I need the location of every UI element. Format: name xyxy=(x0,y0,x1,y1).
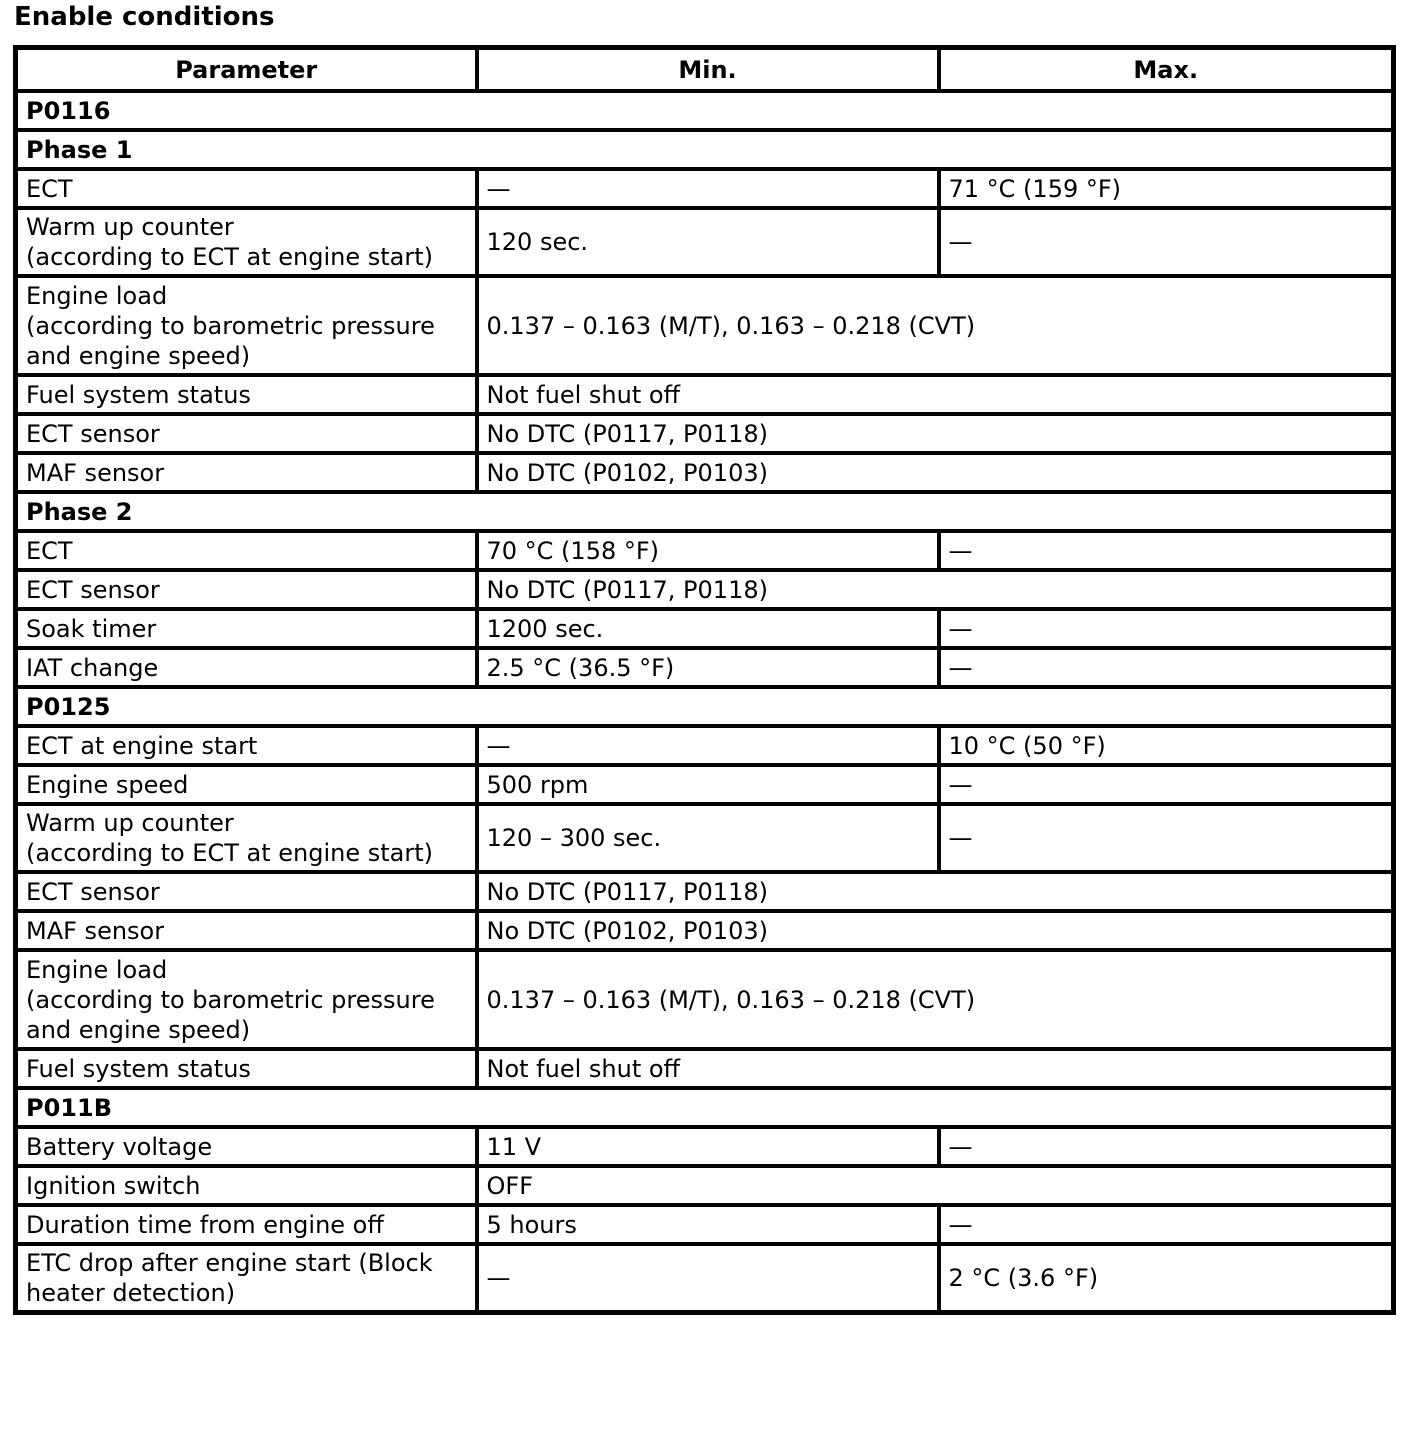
value-cell: No DTC (P0117, P0118) xyxy=(477,872,1394,911)
page-title: Enable conditions xyxy=(14,2,275,32)
table-row xyxy=(16,804,1394,872)
param-line: Warm up counter xyxy=(26,213,234,241)
param-cell xyxy=(16,950,477,1049)
value-cell: No DTC (P0102, P0103) xyxy=(477,453,1394,492)
table-row xyxy=(16,648,1394,687)
table-row xyxy=(16,765,1394,804)
section-row xyxy=(16,492,1394,531)
param-cell: ECT at engine start xyxy=(16,726,477,765)
param-cell: Engine speed xyxy=(16,765,477,804)
min-cell: — xyxy=(477,726,939,765)
table-row xyxy=(16,276,1394,375)
min-cell: 11 V xyxy=(477,1127,939,1166)
param-line: Warm up counter xyxy=(26,809,234,837)
param-line: and engine speed) xyxy=(26,341,251,370)
table-row xyxy=(16,414,1394,453)
max-cell: 71 °C (159 °F) xyxy=(939,169,1394,208)
section-row xyxy=(16,130,1394,169)
param-line: (according to barometric pressure xyxy=(26,311,435,340)
column-header-min: Min. xyxy=(477,48,939,92)
min-cell: 1200 sec. xyxy=(477,609,939,648)
value-cell: 0.137 – 0.163 (M/T), 0.163 – 0.218 (CVT) xyxy=(477,950,1394,1049)
param-cell: Battery voltage xyxy=(16,1127,477,1166)
table-row xyxy=(16,375,1394,414)
table-row xyxy=(16,208,1394,276)
enable-conditions-table xyxy=(13,45,1396,1315)
param-cell: ECT sensor xyxy=(16,570,477,609)
value-cell: Not fuel shut off xyxy=(477,375,1394,414)
min-cell: 120 sec. xyxy=(477,208,939,276)
table-row xyxy=(16,1244,1394,1313)
max-cell: — xyxy=(939,765,1394,804)
column-header-parameter: Parameter xyxy=(16,48,477,92)
table-row xyxy=(16,1127,1394,1166)
header-row xyxy=(16,48,1394,92)
value-cell: OFF xyxy=(477,1166,1394,1205)
table-row xyxy=(16,169,1394,208)
param-line: (according to barometric pressure xyxy=(26,985,435,1014)
min-cell: 5 hours xyxy=(477,1205,939,1244)
section-p0116: P0116 xyxy=(16,91,1394,130)
param-cell: ECT sensor xyxy=(16,872,477,911)
table-row xyxy=(16,609,1394,648)
param-cell xyxy=(16,208,477,276)
column-header-max: Max. xyxy=(939,48,1394,92)
param-line: ETC drop after engine start (Block xyxy=(26,1249,433,1277)
min-cell: 500 rpm xyxy=(477,765,939,804)
table-row xyxy=(16,570,1394,609)
table-row xyxy=(16,1166,1394,1205)
param-line: Engine load xyxy=(26,281,168,310)
param-cell xyxy=(16,276,477,375)
param-cell: MAF sensor xyxy=(16,453,477,492)
section-phase-1: Phase 1 xyxy=(16,130,1394,169)
param-cell: ECT sensor xyxy=(16,414,477,453)
table-row xyxy=(16,1205,1394,1244)
max-cell: — xyxy=(939,609,1394,648)
param-cell: ECT xyxy=(16,531,477,570)
section-row xyxy=(16,687,1394,726)
param-cell xyxy=(16,1244,477,1313)
max-cell: — xyxy=(939,208,1394,276)
value-cell: No DTC (P0117, P0118) xyxy=(477,570,1394,609)
param-cell: Fuel system status xyxy=(16,1049,477,1088)
min-cell: 70 °C (158 °F) xyxy=(477,531,939,570)
value-cell: No DTC (P0117, P0118) xyxy=(477,414,1394,453)
section-row xyxy=(16,1088,1394,1127)
table-row xyxy=(16,531,1394,570)
max-cell: — xyxy=(939,1127,1394,1166)
value-cell: 0.137 – 0.163 (M/T), 0.163 – 0.218 (CVT) xyxy=(477,276,1394,375)
param-line: (according to ECT at engine start) xyxy=(26,243,433,271)
section-phase-2: Phase 2 xyxy=(16,492,1394,531)
param-cell: Duration time from engine off xyxy=(16,1205,477,1244)
param-cell: Fuel system status xyxy=(16,375,477,414)
param-cell: IAT change xyxy=(16,648,477,687)
section-row xyxy=(16,91,1394,130)
param-cell: Soak timer xyxy=(16,609,477,648)
min-cell: 120 – 300 sec. xyxy=(477,804,939,872)
max-cell: — xyxy=(939,531,1394,570)
param-cell: MAF sensor xyxy=(16,911,477,950)
value-cell: Not fuel shut off xyxy=(477,1049,1394,1088)
param-cell: Ignition switch xyxy=(16,1166,477,1205)
section-p0125: P0125 xyxy=(16,687,1394,726)
table-row xyxy=(16,911,1394,950)
max-cell: — xyxy=(939,804,1394,872)
table-row xyxy=(16,950,1394,1049)
value-cell: No DTC (P0102, P0103) xyxy=(477,911,1394,950)
table-row xyxy=(16,1049,1394,1088)
max-cell: — xyxy=(939,1205,1394,1244)
table-row xyxy=(16,453,1394,492)
min-cell: — xyxy=(477,169,939,208)
table-row xyxy=(16,726,1394,765)
table-row xyxy=(16,872,1394,911)
min-cell: — xyxy=(477,1244,939,1313)
section-p011b: P011B xyxy=(16,1088,1394,1127)
param-line: (according to ECT at engine start) xyxy=(26,839,433,867)
min-cell: 2.5 °C (36.5 °F) xyxy=(477,648,939,687)
max-cell: 2 °C (3.6 °F) xyxy=(939,1244,1394,1313)
param-line: and engine speed) xyxy=(26,1015,251,1044)
max-cell: 10 °C (50 °F) xyxy=(939,726,1394,765)
param-cell: ECT xyxy=(16,169,477,208)
max-cell: — xyxy=(939,648,1394,687)
param-line: heater detection) xyxy=(26,1279,236,1307)
param-cell xyxy=(16,804,477,872)
param-line: Engine load xyxy=(26,955,168,984)
